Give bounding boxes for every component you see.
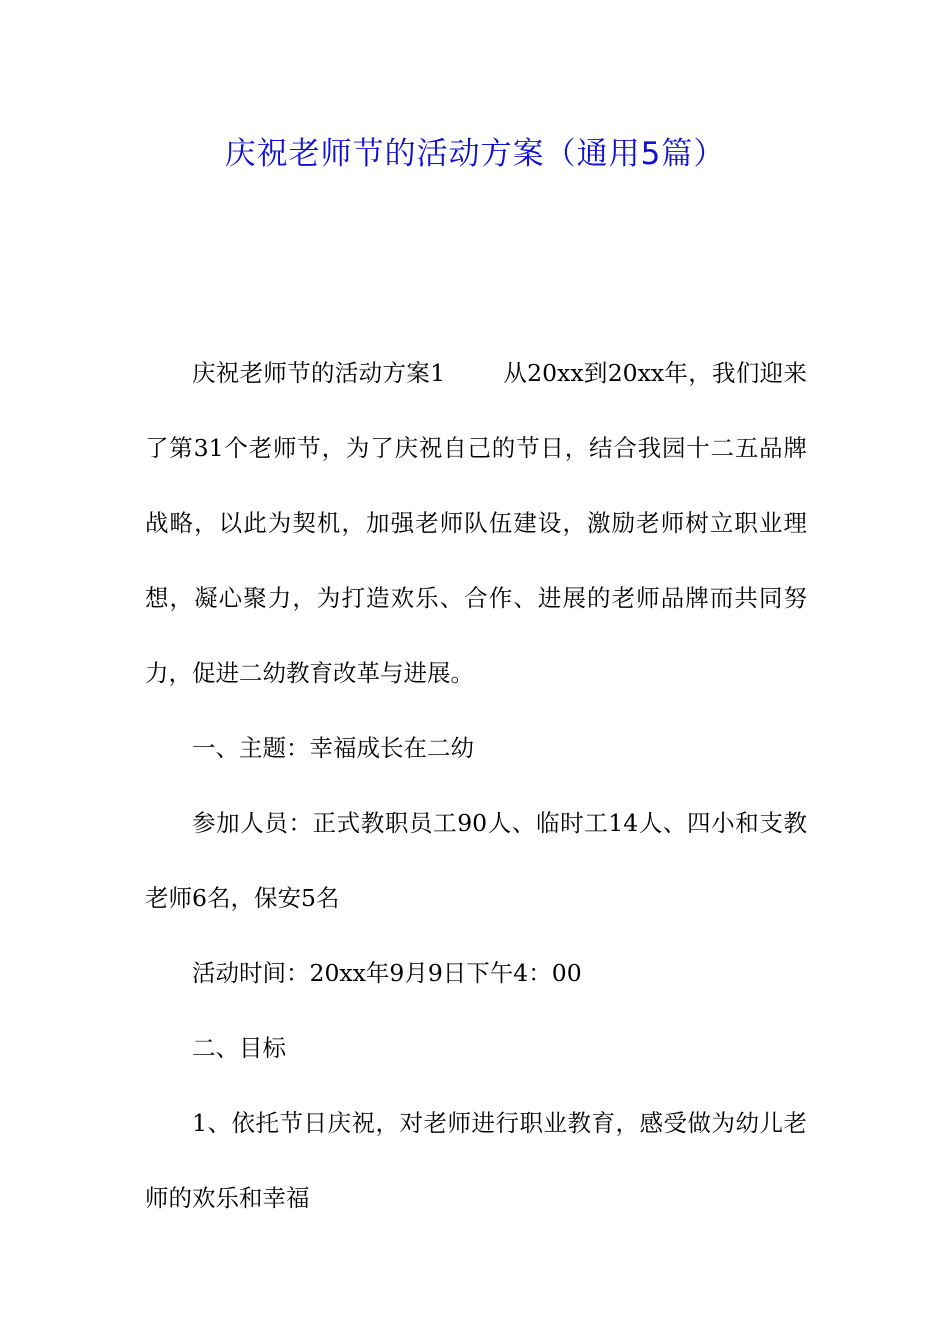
intro-paragraph <box>145 336 807 711</box>
document-body <box>145 336 807 1236</box>
paragraph-goal-1: 1、依托节日庆祝，对老师进行职业教育，感受做为幼儿老师的欢乐和幸福 <box>145 1109 807 1212</box>
paragraph-goals-heading: 二、目标 <box>192 1034 286 1062</box>
document-title: 庆祝老师节的活动方案（通用5篇） <box>224 136 726 172</box>
paragraph-theme: 一、主题：幸福成长在二幼 <box>192 734 474 762</box>
intro-text: 从20xx到20xx年，我们迎来了第31个老师节，为了庆祝自己的节日，结合我园十二五品牌战略，以此为契机，加强老师队伍建设，激励老师树立职业理想，凝心聚力，为打造欢乐、合作、进展的老师品牌而共同努力，促进二幼教育改革与进展。 <box>145 359 807 687</box>
section-heading: 庆祝老师节的活动方案1 <box>192 359 446 387</box>
paragraph-time: 活动时间：20xx年9月9日下午4：00 <box>192 959 582 987</box>
paragraph-participants: 参加人员：正式教职员工90人、临时工14人、四小和支教老师6名，保安5名 <box>145 809 807 912</box>
